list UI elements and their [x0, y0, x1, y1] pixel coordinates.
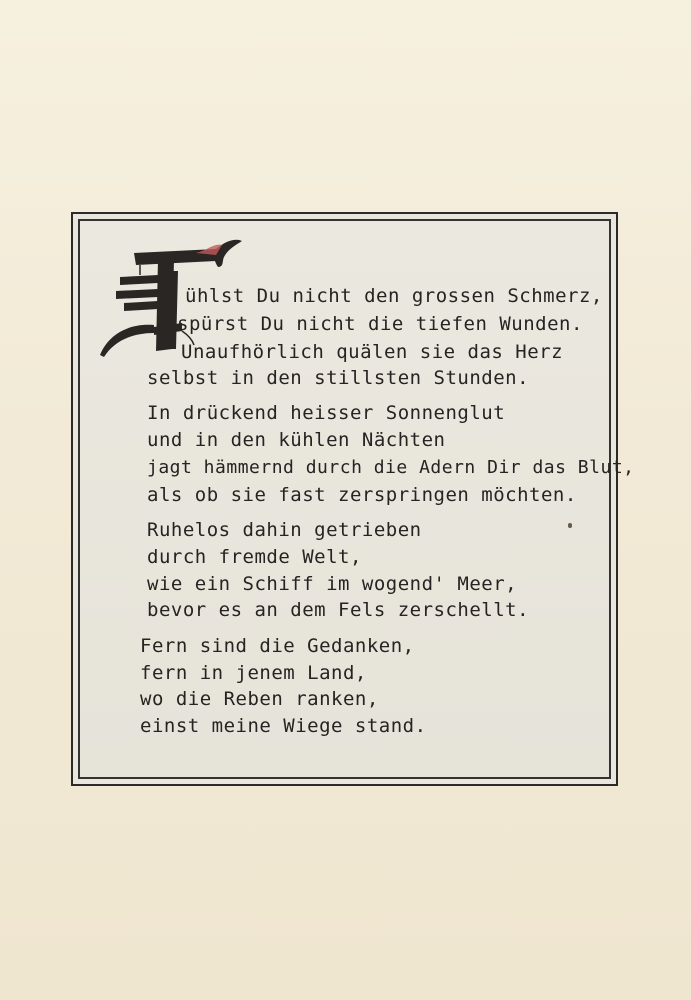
stanza-4-line-2: fern in jenem Land, [140, 662, 367, 684]
stanza-4-line-3: wo die Reben ranken, [140, 688, 379, 710]
stanza-1-line-2: spürst Du nicht die tiefen Wunden. [177, 313, 583, 335]
stanza-3-line-2: durch fremde Welt, [147, 546, 362, 568]
stanza-1-line-3: Unaufhörlich quälen sie das Herz [181, 341, 564, 363]
stanza-2-line-1: In drückend heisser Sonnenglut [147, 402, 506, 424]
stanza-3-line-4: bevor es an dem Fels zerschellt. [147, 599, 530, 621]
stanza-2-line-2: und in den kühlen Nächten [147, 429, 446, 451]
poem-panel [78, 219, 635, 779]
poem-frame [71, 212, 635, 786]
stanza-1-line-4: selbst in den stillsten Stunden. [147, 367, 530, 389]
ink-speck [568, 523, 572, 528]
stanza-3-line-1: Ruhelos dahin getrieben [147, 519, 422, 541]
stanza-2-line-4: als ob sie fast zerspringen möchten. [147, 484, 577, 506]
stanza-1-line-1: ühlst Du nicht den grossen Schmerz, [185, 285, 603, 307]
stanza-2-line-3: jagt hämmernd durch die Adern Dir das Blut, [147, 457, 635, 478]
stanza-4-line-1: Fern sind die Gedanken, [140, 635, 415, 657]
stanza-3-line-3: wie ein Schiff im wogend' Meer, [147, 573, 518, 595]
stanza-4-line-4: einst meine Wiege stand. [140, 715, 427, 737]
